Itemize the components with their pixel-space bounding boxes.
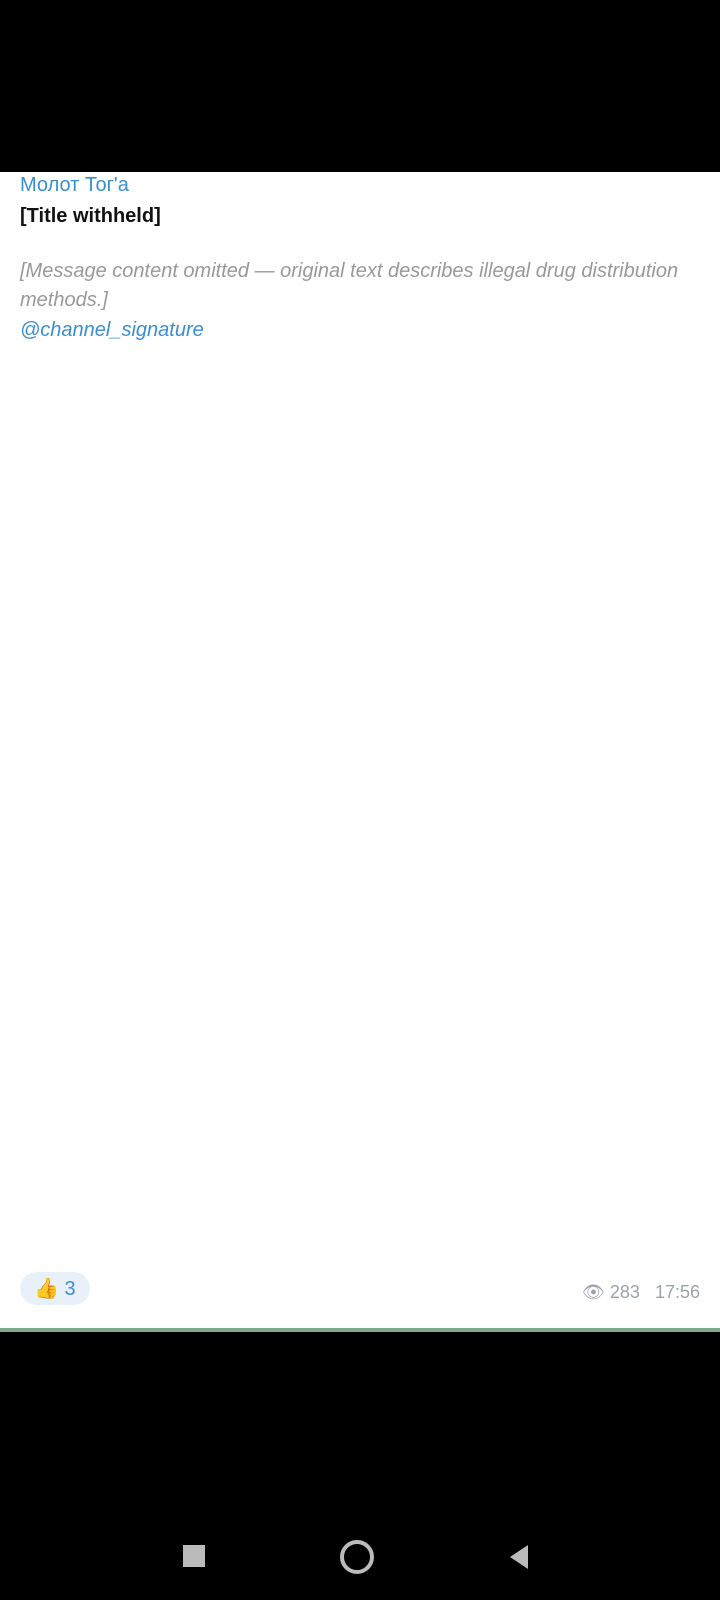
message-meta <box>582 1282 700 1303</box>
recents-button[interactable] <box>183 1545 205 1567</box>
message-footer <box>20 1272 700 1312</box>
sender-name[interactable]: Молот Тог'а <box>20 174 129 196</box>
thumbs-up-icon: 👍 <box>34 1278 59 1300</box>
view-count: 283 <box>609 1282 640 1302</box>
message-bubble <box>0 172 720 1332</box>
eye-icon: 👁 <box>582 1282 605 1302</box>
message-title: [Title withheld] <box>20 205 161 227</box>
reaction-button[interactable] <box>20 1272 90 1305</box>
message-body: [Message content omitted — original text describes illegal drug distribution methods.] <box>20 260 679 311</box>
bubble-bottom-border <box>0 1328 720 1332</box>
timestamp: 17:56 <box>654 1282 700 1302</box>
home-button[interactable] <box>340 1540 374 1574</box>
back-button[interactable] <box>510 1545 528 1569</box>
android-nav-bar <box>0 1500 720 1600</box>
reaction-count: 3 <box>64 1278 76 1300</box>
signature-link[interactable]: @channel_signature <box>20 319 204 341</box>
